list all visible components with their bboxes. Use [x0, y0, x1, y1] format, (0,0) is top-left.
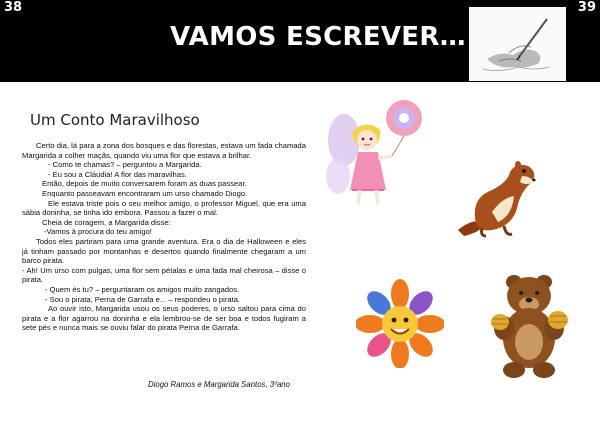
story-line: Enquanto passeavam encontraram um urso chamado Diogo.	[42, 188, 248, 198]
story-line: - Como te chamas? – perguntou a Margarida.	[48, 160, 202, 170]
story-line: - Ah! Um urso com pulgas, uma flor sem pétalas e uma fada mal cheirosa – disse o pirata.	[22, 265, 306, 285]
writing-hand-photo	[469, 7, 566, 81]
page-number-right: 39	[577, 0, 596, 15]
story-line: -Vamos à procura do teu amigo!	[44, 227, 152, 237]
author-credit: Diogo Ramos e Margarida Santos, 3ºano	[148, 380, 290, 389]
story-line: - Eu sou a Cláudia! A flor das maravilhas.	[48, 169, 187, 179]
sunflower-illustration	[356, 278, 444, 368]
page-number-left: 38	[4, 0, 23, 15]
story-line: - Sou o pirata, Perna de Garrafa e... – respondeu o pirata.	[45, 294, 241, 304]
story-line: Cheia de coragem, a Margarida disse:	[42, 217, 171, 227]
section-title: VAMOS ESCREVER…	[170, 22, 466, 52]
weasel-illustration	[452, 152, 546, 240]
bear-illustration	[486, 266, 572, 380]
story-text	[22, 141, 306, 333]
story-line: - Quem és tu? – perguntaram os amigos muito zangados.	[45, 284, 240, 294]
story-title: Um Conto Maravilhoso	[30, 111, 200, 129]
fairy-illustration	[322, 98, 432, 210]
story-line: Então, depois de muito conversarem foram as duas passear.	[42, 179, 247, 189]
page-header	[0, 0, 600, 82]
story-line: Certo dia, lá para a zona dos bosques e das florestas, estava um fada chamada Margarida a colher maçãs, quando viu uma flor que estava a brilhar.	[22, 141, 306, 160]
story-line: Ao ouvir isto, Margarida usou os seus poderes, o urso saltou para cima do pirata e a flor agarrou na doninha e ela lembrou-se de ser boa e todos fugiram a sete pés e nunca mais se ouviu falar do pirata Perna de Garrafa.	[22, 304, 306, 333]
story-line: Todos eles partiram para uma grande aventura. Era o dia de Halloween e eles já tinham passado por montanhas e desertos quando finalmente chegaram a um barco pirata.	[22, 236, 306, 266]
story-line: Ele estava triste pois o seu melhor amigo, o professor Miguel, que era uma sábia doninha, se tinha ido embora. Passou a fazer o mal.	[22, 198, 306, 218]
